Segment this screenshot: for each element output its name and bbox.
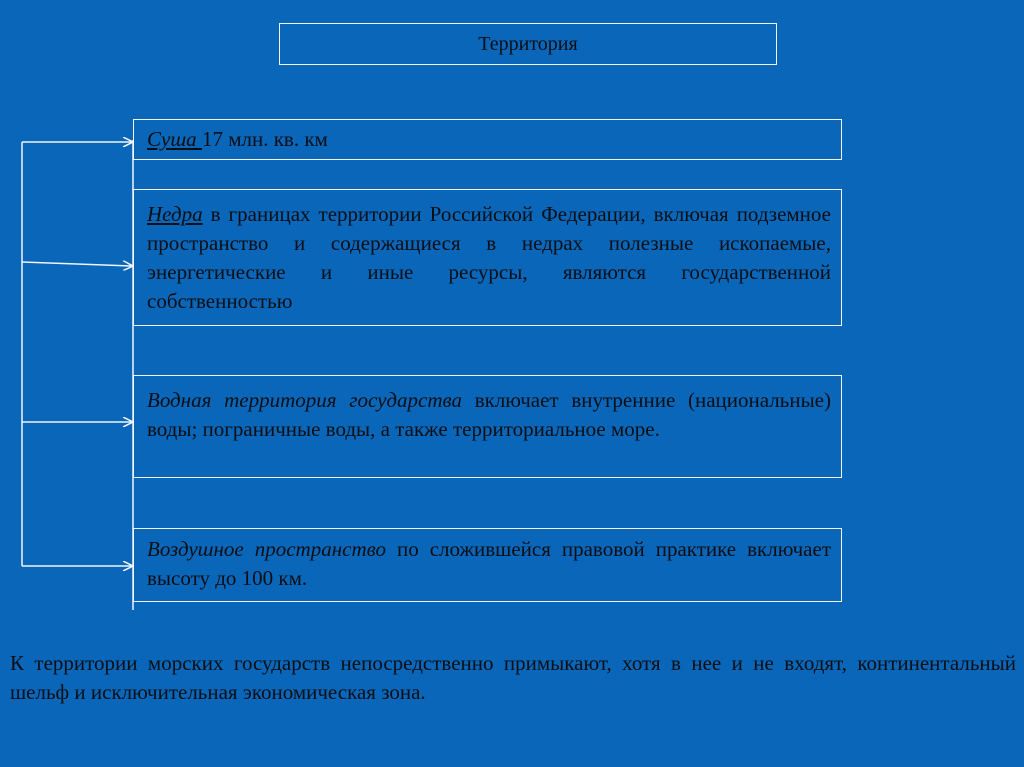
arrow-to-nedra (22, 262, 132, 266)
item-airspace-lead: Воздушное пространство (147, 537, 386, 561)
item-subsoil-lead: Недра (147, 202, 203, 226)
footer-note: К территории морских государств непосредственно примыкают, хотя в нее и не входят, континентальный шельф и исключительная экономическая зона. (10, 651, 1016, 704)
item-land-lead: Суша (147, 127, 202, 151)
item-water-lead: Водная территория государства (147, 388, 462, 412)
item-water-territory (133, 375, 842, 478)
item-airspace (133, 528, 842, 602)
territory-title: Территория (478, 33, 578, 55)
item-subsoil (133, 189, 842, 326)
item-water-text: включает внутренние (национальные) воды; пограничные воды, а также территориальное море. (147, 388, 831, 441)
item-subsoil-text: в границах территории Российской Федерации, включая подземное пространство и содержащиеся в недрах полезные ископаемые, энергетические и иные ресурсы, являются государственной собственностью (147, 202, 831, 313)
item-land (133, 119, 842, 160)
item-land-text: 17 млн. кв. км (201, 127, 328, 151)
item-airspace-text: по сложившейся правовой практике включает высоту до 100 км. (147, 537, 831, 590)
